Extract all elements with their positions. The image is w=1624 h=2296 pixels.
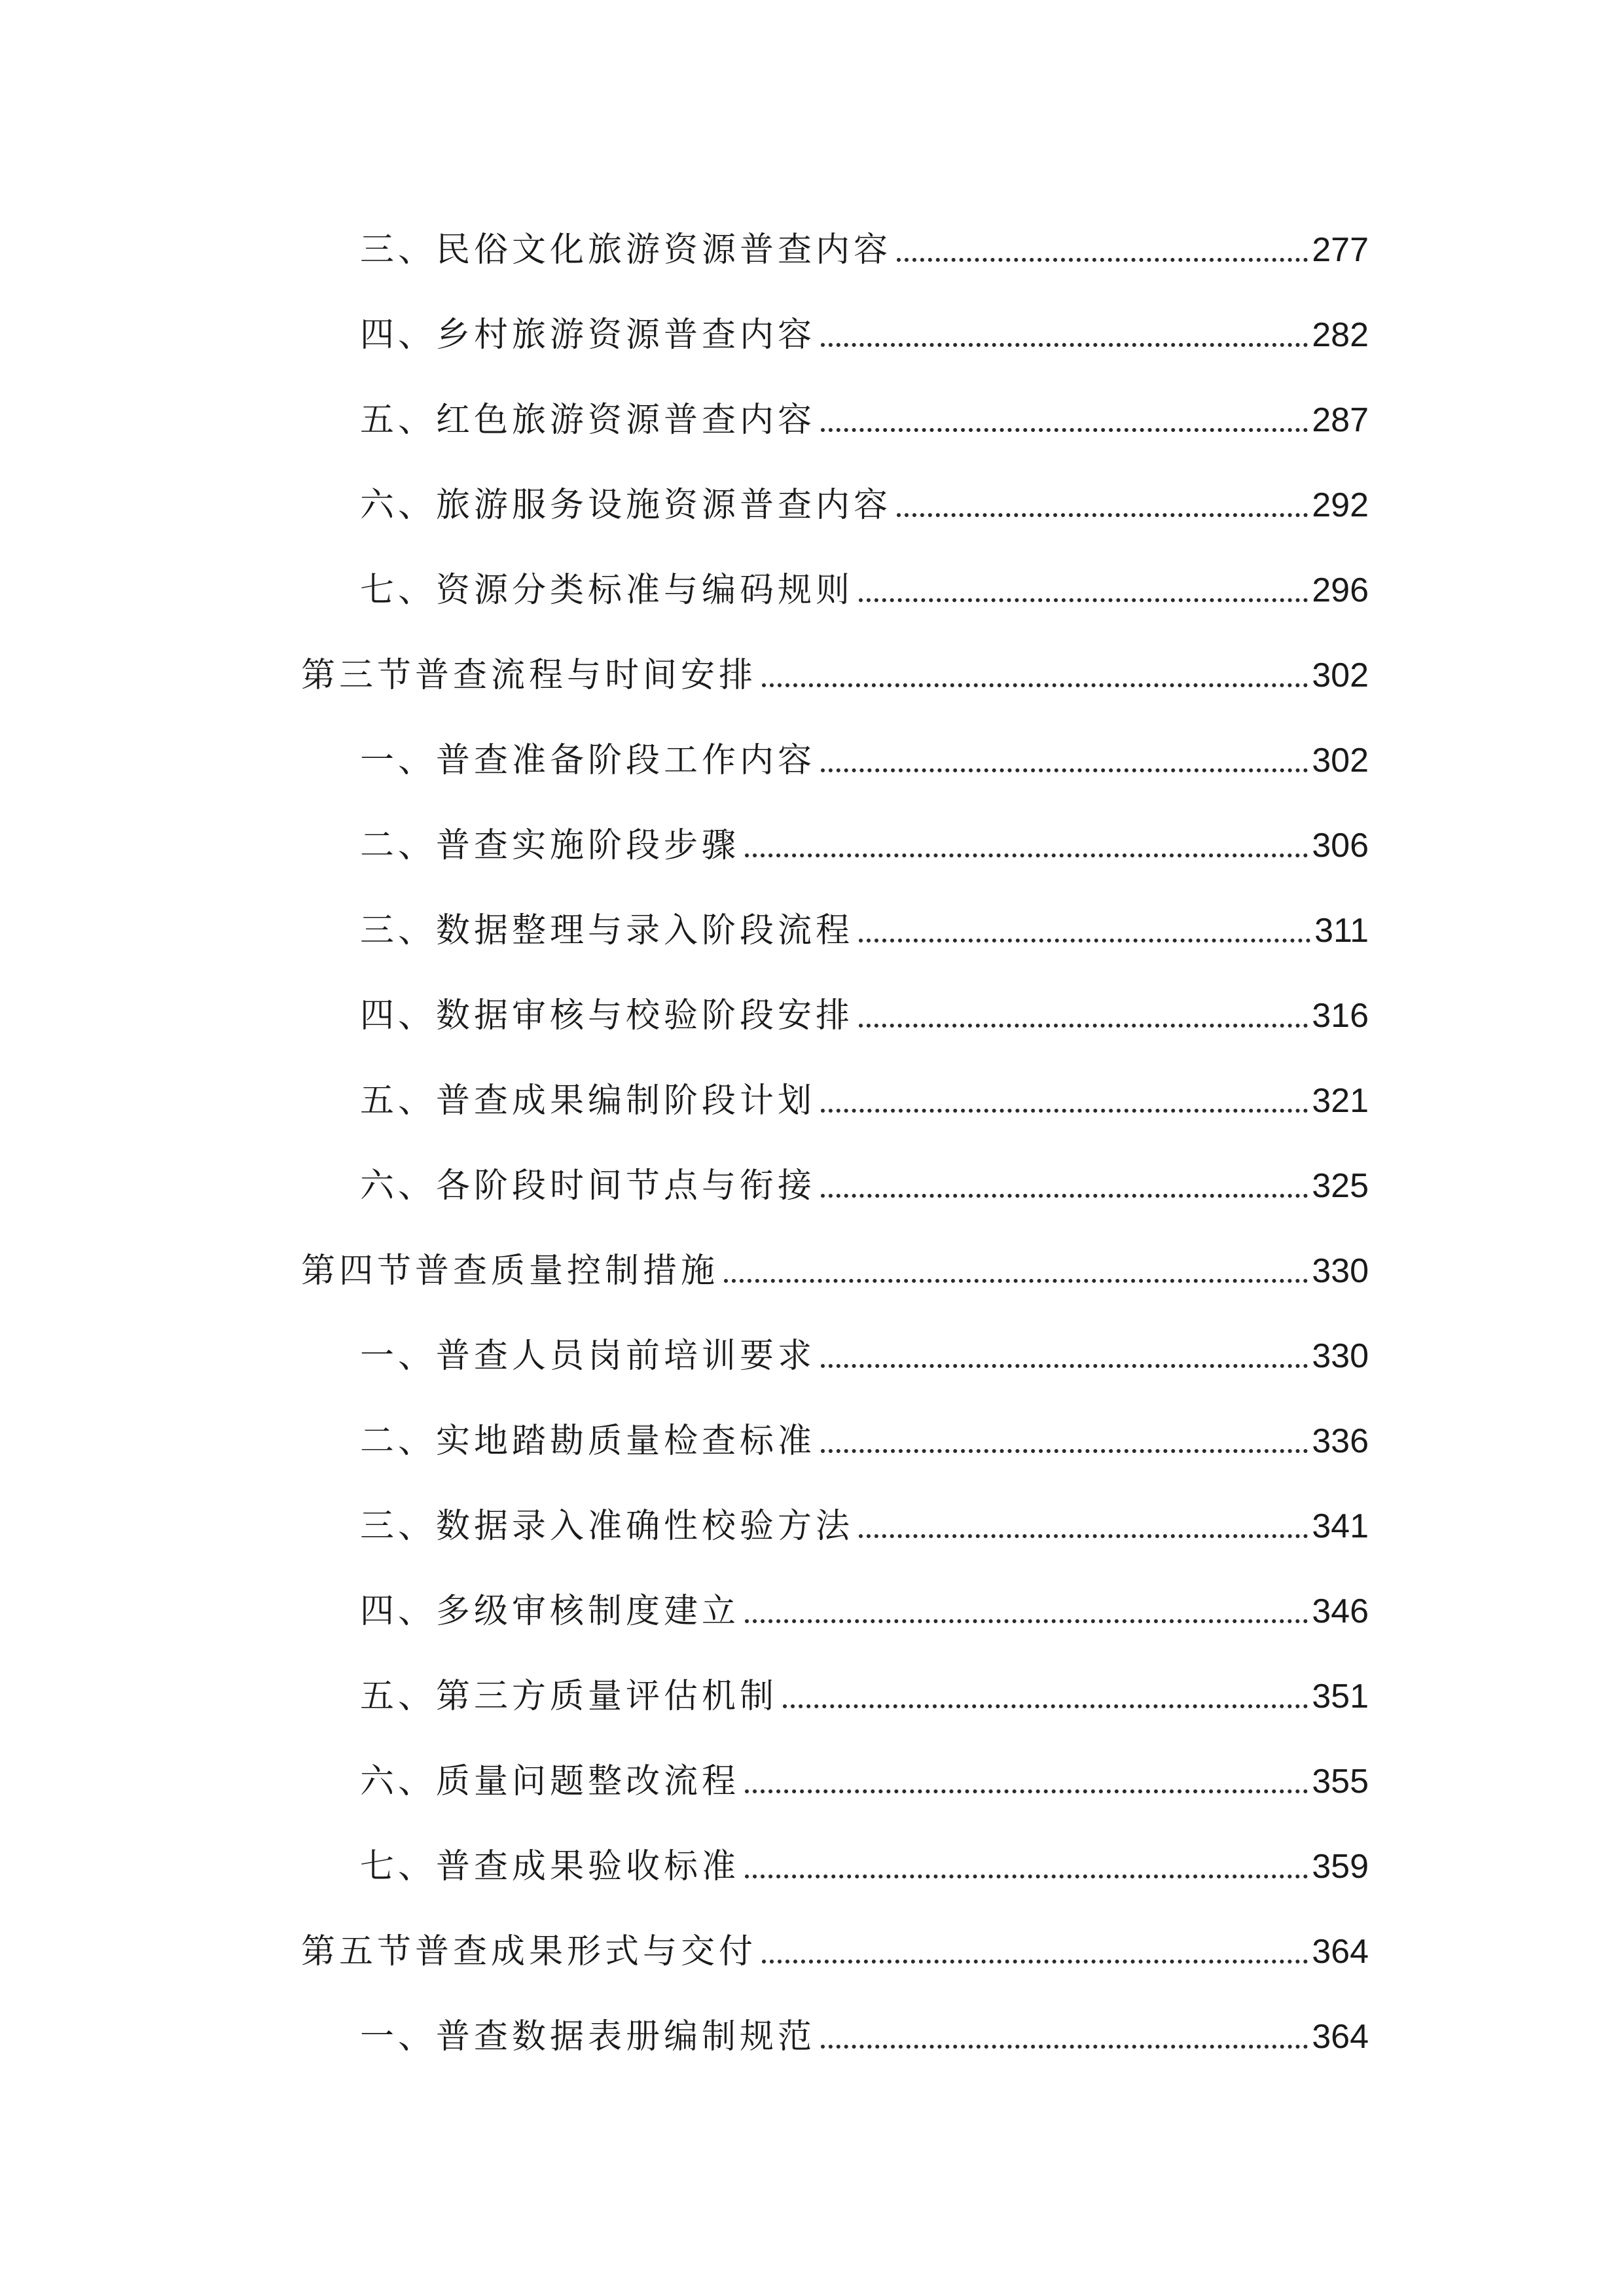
toc-dot-leader <box>821 1109 1308 1113</box>
toc-entry-title: 七、普查成果验收标准 <box>360 1847 740 1886</box>
toc-entry-title: 第三节普查流程与时间安排 <box>301 656 757 695</box>
toc-entry-title: 五、第三方质量评估机制 <box>360 1677 778 1716</box>
toc-entry[interactable] <box>360 1484 1369 1546</box>
toc-dot-leader <box>859 939 1310 942</box>
toc-entry-page: 330 <box>1312 1337 1369 1375</box>
toc-entry-page: 302 <box>1312 742 1369 780</box>
toc-dot-leader <box>745 1874 1308 1878</box>
toc-dot-leader <box>724 1279 1308 1283</box>
toc-entry-page: 336 <box>1312 1422 1369 1460</box>
toc-entry-page: 311 <box>1314 912 1369 950</box>
toc-dot-leader <box>821 428 1308 432</box>
toc-entry-page: 346 <box>1312 1592 1369 1630</box>
toc-dot-leader <box>821 1364 1308 1368</box>
toc-entry[interactable] <box>360 293 1369 355</box>
toc-dot-leader <box>821 1449 1308 1453</box>
toc-entry-page: 364 <box>1312 1933 1369 1971</box>
toc-entry[interactable] <box>360 804 1369 863</box>
toc-entry[interactable] <box>360 974 1369 1033</box>
toc-dot-leader <box>745 853 1308 857</box>
toc-entry-title: 一、普查准备阶段工作内容 <box>360 741 816 780</box>
toc-entry-page: 359 <box>1312 1848 1369 1886</box>
toc-entry-title: 第四节普查质量控制措施 <box>301 1251 719 1291</box>
toc-entry-title: 三、数据整理与录入阶段流程 <box>360 911 854 950</box>
toc-dot-leader <box>897 258 1308 262</box>
toc-entry-page: 292 <box>1312 486 1369 524</box>
toc-entry-page: 321 <box>1312 1082 1369 1120</box>
toc-entry[interactable] <box>360 548 1369 610</box>
toc-entry[interactable] <box>360 378 1369 440</box>
toc-dot-leader <box>762 683 1308 687</box>
toc-dot-leader <box>859 1534 1308 1538</box>
toc-entry[interactable] <box>360 1144 1369 1206</box>
toc-entry-title: 四、多级审核制度建立 <box>360 1592 740 1631</box>
toc-dot-leader <box>897 513 1308 517</box>
toc-entry[interactable] <box>360 889 1369 948</box>
toc-dot-leader <box>859 598 1308 602</box>
toc-entry-page: 351 <box>1312 1677 1369 1715</box>
toc-entry[interactable] <box>360 1570 1369 1631</box>
toc-entry[interactable] <box>360 1825 1369 1884</box>
toc-section-entry[interactable] <box>301 1910 1369 1969</box>
toc-entry[interactable] <box>360 1995 1369 2054</box>
toc-entry[interactable] <box>360 1740 1369 1799</box>
toc-entry-title: 第五节普查成果形式与交付 <box>301 1932 757 1971</box>
toc-entry-title: 六、各阶段时间节点与衔接 <box>360 1166 816 1206</box>
toc-entry-page: 316 <box>1312 997 1369 1035</box>
toc-entry-title: 五、红色旅游资源普查内容 <box>360 401 816 440</box>
toc-entry-title: 六、旅游服务设施资源普查内容 <box>360 486 892 525</box>
toc-entry-title: 一、普查数据表册编制规范 <box>360 2017 816 2056</box>
toc-entry[interactable] <box>360 463 1369 525</box>
toc-dot-leader <box>821 1194 1308 1198</box>
toc-dot-leader <box>821 343 1308 347</box>
toc-entry-page: 355 <box>1312 1763 1369 1801</box>
toc-entry[interactable] <box>360 1059 1369 1121</box>
toc-dot-leader <box>762 1960 1308 1964</box>
toc-entry-title: 五、普查成果编制阶段计划 <box>360 1081 816 1121</box>
toc-entry[interactable] <box>360 719 1369 778</box>
toc-dot-leader <box>859 1024 1308 1028</box>
toc-entry-page: 287 <box>1312 401 1369 439</box>
toc-entry-page: 364 <box>1312 2018 1369 2056</box>
toc-entry-title: 四、数据审核与校验阶段安排 <box>360 996 854 1035</box>
toc-entry-page: 277 <box>1312 231 1369 269</box>
toc-dot-leader <box>783 1704 1308 1708</box>
toc-dot-leader <box>745 1789 1308 1793</box>
toc-entry-page: 296 <box>1312 571 1369 609</box>
toc-entry-page: 325 <box>1312 1167 1369 1205</box>
toc-entry-page: 341 <box>1312 1507 1369 1545</box>
toc-entry-title: 四、乡村旅游资源普查内容 <box>360 315 816 355</box>
toc-entry[interactable] <box>360 1399 1369 1461</box>
toc-section-entry[interactable] <box>301 634 1369 695</box>
toc-entry-title: 三、民俗文化旅游资源普查内容 <box>360 230 892 270</box>
toc-dot-leader <box>821 2045 1308 2049</box>
toc-entry[interactable] <box>360 208 1369 270</box>
toc-entry[interactable] <box>360 1655 1369 1716</box>
toc-entry-page: 282 <box>1312 316 1369 354</box>
toc-dot-leader <box>745 1619 1308 1623</box>
toc-entry[interactable] <box>360 1314 1369 1376</box>
toc-entry-page: 330 <box>1312 1252 1369 1290</box>
toc-entry-title: 六、质量问题整改流程 <box>360 1762 740 1801</box>
toc-section-entry[interactable] <box>301 1229 1369 1291</box>
toc-entry-page: 302 <box>1312 656 1369 694</box>
toc-dot-leader <box>821 768 1308 772</box>
toc-entry-title: 三、数据录入准确性校验方法 <box>360 1507 854 1546</box>
toc-entry-title: 二、实地踏勘质量检查标准 <box>360 1422 816 1461</box>
toc-entry-title: 二、普查实施阶段步骤 <box>360 826 740 865</box>
toc-entry-title: 七、资源分类标准与编码规则 <box>360 571 854 610</box>
toc-entry-page: 306 <box>1312 827 1369 865</box>
toc-entry-title: 一、普查人员岗前培训要求 <box>360 1336 816 1376</box>
